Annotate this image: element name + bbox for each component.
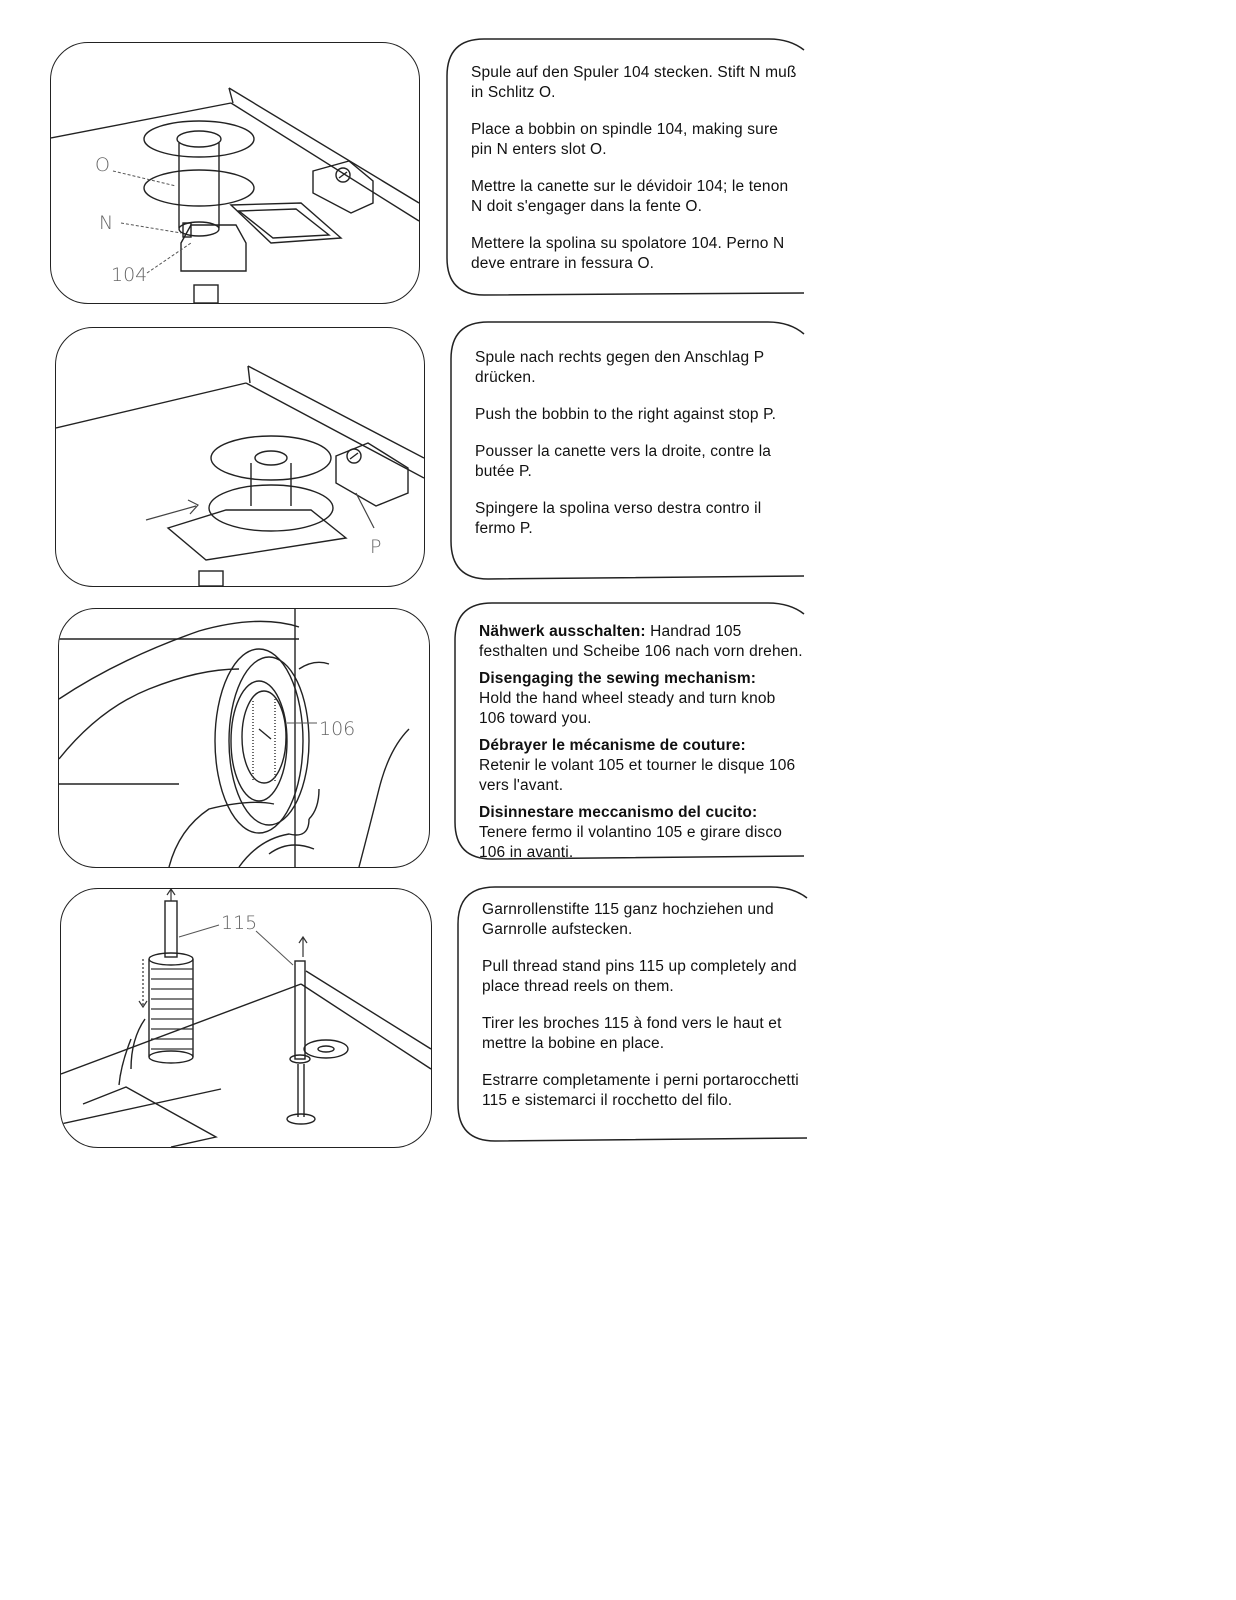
instruction-box-2 [448, 318, 810, 584]
figure-label-n: N [99, 212, 114, 234]
bobbin-on-spindle-illustration [51, 43, 419, 303]
section-italian [479, 803, 803, 863]
figure-label-106: 106 [319, 718, 356, 740]
bobbin-against-stop-illustration [56, 328, 424, 586]
heading-english: Disengaging the sewing mechanism: [479, 670, 757, 687]
text-german: Spule nach rechts gegen den Anschlag P drücken. [475, 349, 764, 386]
figure-thread-stand-pins [60, 888, 432, 1148]
instruction-box-3 [452, 600, 810, 864]
text-italian: Spingere la spolina verso destra contro il fermo P. [475, 500, 762, 537]
figure-label-p: P [370, 536, 382, 558]
text-italian: Mettere la spolina su spolatore 104. Perno N deve entrare in fessura O. [471, 235, 785, 272]
heading-french: Débrayer le mécanisme de couture: [479, 737, 746, 754]
text-english: Push the bobbin to the right against stop P. [475, 406, 777, 423]
text-english: Pull thread stand pins 115 up completely and place thread reels on them. [482, 958, 797, 995]
text-english: Place a bobbin on spindle 104, making sure pin N enters slot O. [471, 121, 779, 158]
text-english: Hold the hand wheel steady and turn knob 106 toward you. [479, 690, 776, 727]
figure-disengage-mechanism [58, 608, 430, 868]
text-french: Retenir le volant 105 et tourner le disque 106 vers l'avant. [479, 757, 796, 794]
instruction-box-4 [455, 884, 813, 1146]
text-french: Pousser la canette vers la droite, contre la butée P. [475, 443, 772, 480]
text-german: Spule auf den Spuler 104 stecken. Stift N muß in Schlitz O. [471, 64, 797, 101]
figure-bobbin-on-spindle [50, 42, 420, 304]
text-german: Handrad 105 festhalten und Scheibe 106 nach vorn drehen. [479, 623, 803, 660]
section-english [479, 669, 803, 729]
disengage-mechanism-illustration [59, 609, 429, 867]
figure-label-104: 104 [111, 264, 148, 286]
heading-german: Nähwerk ausschalten: [479, 623, 646, 640]
text-italian: Tenere fermo il volantino 105 e girare disco 106 in avanti. [479, 824, 782, 861]
figure-label-115: 115 [221, 912, 258, 934]
section-french [479, 736, 803, 796]
text-german: Garnrollenstifte 115 ganz hochziehen und Garnrolle aufstecken. [482, 901, 774, 938]
thread-stand-pins-illustration [61, 889, 431, 1147]
text-french: Tirer les broches 115 à fond vers le haut et mettre la bobine en place. [482, 1015, 782, 1052]
figure-bobbin-against-stop [55, 327, 425, 587]
section-german [479, 622, 803, 662]
figure-label-o: O [95, 154, 110, 176]
heading-italian: Disinnestare meccanismo del cucito: [479, 804, 758, 821]
text-french: Mettre la canette sur le dévidoir 104; le tenon N doit s'engager dans la fente O. [471, 178, 789, 215]
text-italian: Estrarre completamente i perni portarocchetti 115 e sistemarci il rocchetto del filo. [482, 1072, 799, 1109]
instruction-box-1 [444, 36, 810, 300]
